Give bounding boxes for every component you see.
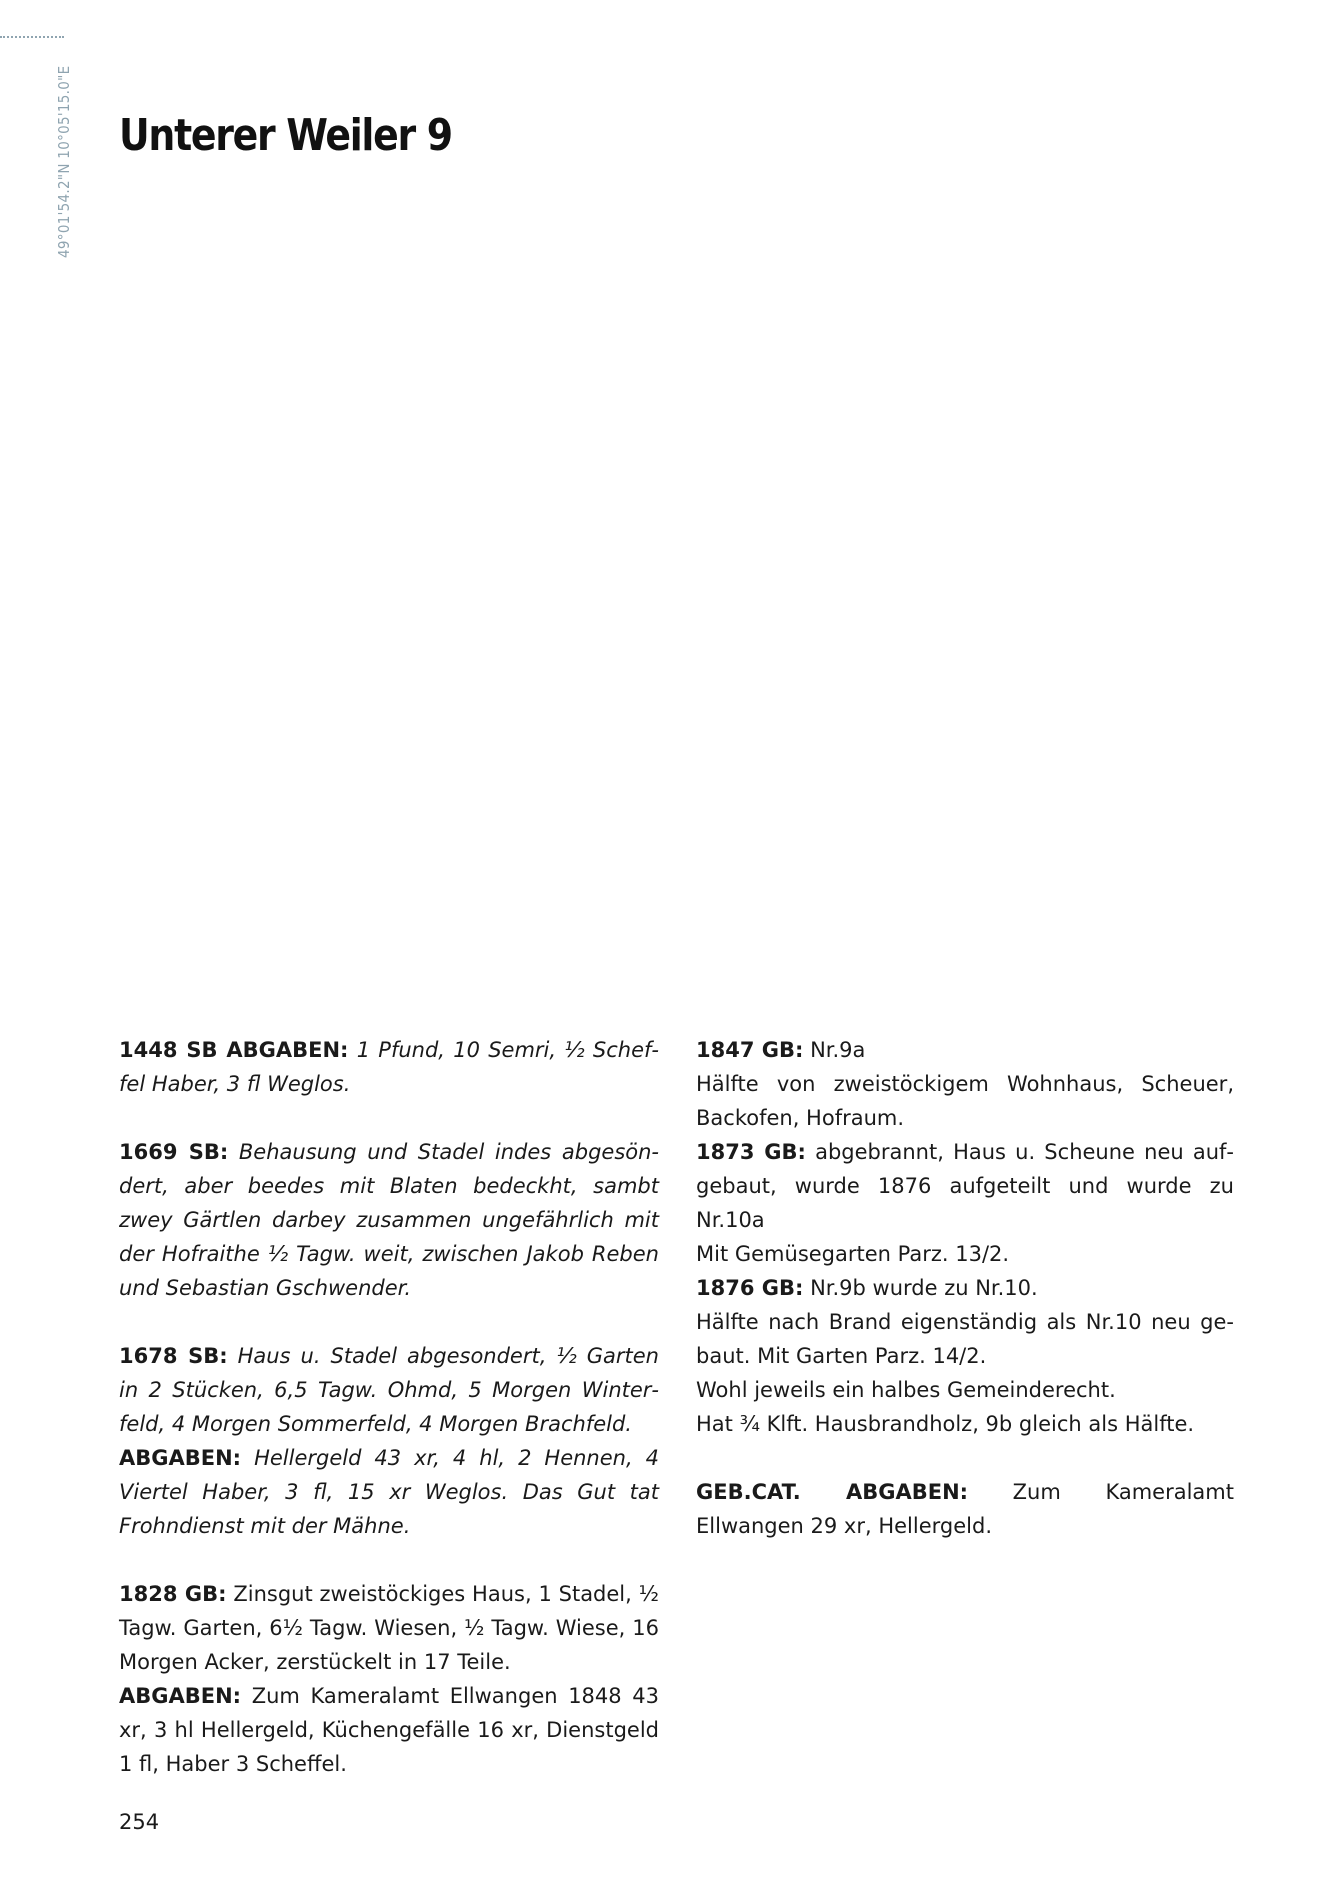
entry-1847 xyxy=(696,1033,1234,1067)
entry-text: 1 Pfund, 10 Semri, ½ Scheffel Haber, 3 fl Weglos. xyxy=(119,1038,659,1096)
entry-text: Behausung und Stadel indes abgesöndert, aber beedes mit Blaten bedeckht, sambt zwey Gärtlen darbey zusammen ungefährlich mit der Hofraithe ½ Tagw. weit, zwischen Jakob Reben und Sebastian Gschwender. xyxy=(119,1140,659,1300)
entry-label: 1876 GB: xyxy=(696,1276,804,1300)
page-title: Unterer Weiler 9 xyxy=(119,110,452,161)
entry-text: Nr.9a xyxy=(803,1038,866,1062)
entry-label: 1828 GB: xyxy=(119,1582,227,1606)
entry-label: GEB.CAT. ABGABEN: xyxy=(696,1480,969,1504)
entry-1678 xyxy=(119,1339,659,1441)
right-column xyxy=(696,1033,1234,1543)
entry-1873-detail: Mit Gemüsegarten Parz. 13/2. xyxy=(696,1242,1010,1266)
entry-text: Zum Kameralamt Ellwangen 29 xr, Hellergeld. xyxy=(696,1480,1234,1538)
entry-text: Nr.9b wurde zu Nr.10. xyxy=(803,1276,1038,1300)
entry-1828-abgaben xyxy=(119,1679,659,1781)
entry-1847-detail: Hälfte von zweistöckigem Wohnhaus, Scheuer, Backofen, Hofraum. xyxy=(696,1072,1234,1130)
entry-1873 xyxy=(696,1135,1234,1237)
entry-text: Zinsgut zweistöckiges Haus, 1 Stadel, ½ Tagw. Garten, 6½ Tagw. Wiesen, ½ Tagw. Wiese, 16 Morgen Acker, zerstückelt in 17 Teile. xyxy=(119,1582,659,1674)
left-column xyxy=(119,1033,659,1781)
entry-1669 xyxy=(119,1135,659,1305)
entry-text: Hellergeld 43 xr, 4 hl, 2 Hennen, 4 Viertel Haber, 3 fl, 15 xr Weglos. Das Gut tat Frohndienst mit der Mähne. xyxy=(119,1446,659,1538)
entry-label: 1847 GB: xyxy=(696,1038,804,1062)
entry-1876 xyxy=(696,1271,1234,1305)
entry-label: ABGABEN: xyxy=(119,1684,242,1708)
page-number: 254 xyxy=(119,1810,160,1834)
entry-label: 1873 GB: xyxy=(696,1140,806,1164)
entry-label: ABGABEN: xyxy=(119,1446,242,1470)
entry-1678-abgaben xyxy=(119,1441,659,1543)
entry-label: 1448 SB ABGABEN: xyxy=(119,1038,349,1062)
gps-coordinates: 49°01'54.2"N 10°05'15.0"E xyxy=(55,65,73,258)
entry-note-hausbrandholz: Hat ¾ Klft. Hausbrandholz, 9b gleich als Hälfte. xyxy=(696,1412,1195,1436)
entry-label: 1678 SB: xyxy=(119,1344,228,1368)
entry-text: Haus u. Stadel abgesondert, ½ Garten in 2 Stücken, 6,5 Tagw. Ohmd, 5 Morgen Winterfeld, 4 Morgen Sommerfeld, 4 Morgen Brachfeld. xyxy=(119,1344,659,1436)
entry-gebcat xyxy=(696,1475,1234,1543)
entry-text: Zum Kameralamt Ellwangen 1848 43 xr, 3 hl Hellergeld, Küchengefälle 16 xr, Dienstgeld 1 fl, Haber 3 Scheffel. xyxy=(119,1684,659,1776)
entry-1876-detail: Hälfte nach Brand eigenständig als Nr.10 neu gebaut. Mit Garten Parz. 14/2. xyxy=(696,1310,1234,1368)
entry-text: abgebrannt, Haus u. Scheune neu aufgebaut, wurde 1876 aufgeteilt und wurde zu Nr.10a xyxy=(696,1140,1234,1232)
entry-1448 xyxy=(119,1033,659,1101)
entry-1828 xyxy=(119,1577,659,1679)
dotted-rule xyxy=(0,36,64,38)
entry-label: 1669 SB: xyxy=(119,1140,229,1164)
entry-note-gemeinderecht: Wohl jeweils ein halbes Gemeinderecht. xyxy=(696,1378,1116,1402)
